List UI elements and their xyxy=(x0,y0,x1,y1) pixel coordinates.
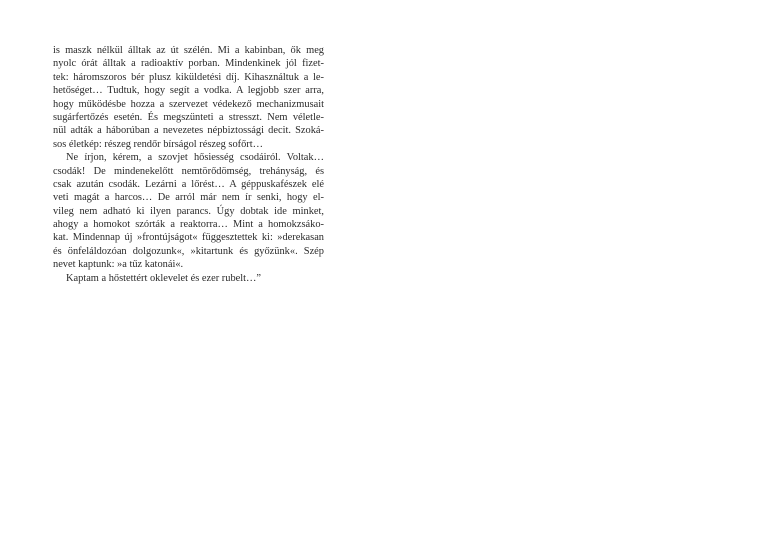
text-line: és önfeláldozóan dolgozunk«, »kitartunk és győzünk«. Szép xyxy=(53,245,324,257)
paragraph xyxy=(53,151,324,272)
text-line: hogy működésbe hozza a szervezet védekező mechanizmusait xyxy=(53,98,324,110)
text-line: nyolc órát álltak a radioaktív porban. Mindenkinek jól fizet- xyxy=(53,58,324,70)
text-line: veti magát a harcos… De arról már nem ír senki, hogy el- xyxy=(53,192,324,204)
text-line: ahogy a homokot szórták a reaktorra… Mint a homokzsáko- xyxy=(53,219,324,231)
text-column xyxy=(53,44,324,285)
paragraph xyxy=(53,272,324,285)
text-line: vileg nem adható ki ilyen parancs. Úgy dobtak ide minket, xyxy=(53,205,324,217)
text-line: kat. Mindennap új »frontújságot« függesztettek ki: »derekasan xyxy=(53,232,324,244)
text-line: Ne írjon, kérem, a szovjet hősiesség csodáiról. Voltak… xyxy=(66,152,324,164)
text-line: sugárfertőzés esetén. És megszünteti a stresszt. Nem véletle- xyxy=(53,111,324,123)
text-line: Kaptam a hőstettért oklevelet és ezer rubelt…” xyxy=(66,272,262,284)
text-line: csodák! De mindenekelőtt nemtörődömség, trehányság, és xyxy=(53,165,324,177)
text-line: nül adták a háborúban a nevezetes népbiztossági decit. Szoká- xyxy=(53,125,324,137)
text-line: is maszk nélkül álltak az út szélén. Mi a kabinban, ők meg xyxy=(53,45,324,56)
text-line: hetőséget… Tudtuk, hogy segít a vodka. A legjobb szer arra, xyxy=(53,85,324,97)
paragraph xyxy=(53,44,324,151)
text-line: tek: háromszoros bér plusz kiküldetési díj. Kihasználtuk a le- xyxy=(53,71,324,83)
text-line: nevet kaptunk: »a tűz katonái«. xyxy=(53,259,184,271)
text-line: sos életkép: részeg rendőr bírságol részeg sofőrt… xyxy=(53,138,264,150)
text-line: csak azután csodák. Lezárni a lőrést… A géppuskafészek elé xyxy=(53,178,324,190)
